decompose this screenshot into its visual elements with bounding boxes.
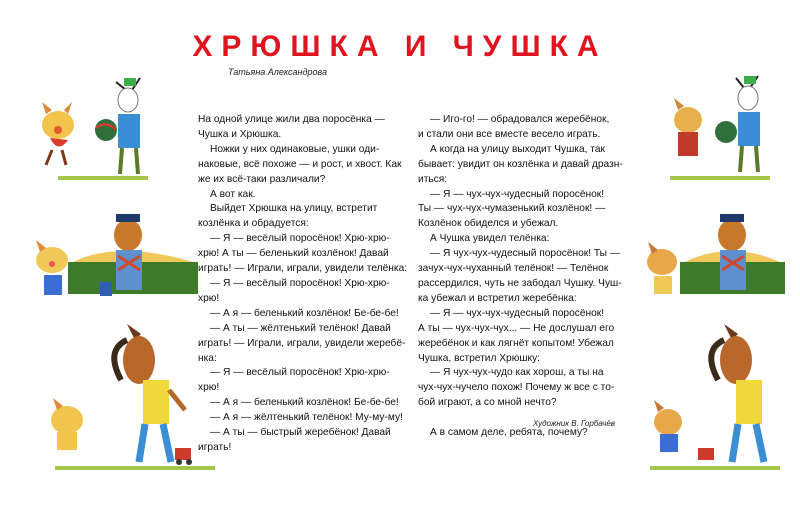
story-line: играть! — Играли, играли, увидели телёнка: xyxy=(198,263,408,275)
story-line: хрю! xyxy=(198,292,220,304)
story-line: А вот как. xyxy=(210,188,256,200)
foal-piglet-toy-right-illustration xyxy=(640,320,790,480)
story-line: Чушка, встретил Хрюшку: xyxy=(418,352,541,364)
story-line: хрю! А ты — беленький козлёнок! Давай xyxy=(198,248,389,260)
story-line: бывает: увидит он козлёнка и давай дразн- xyxy=(418,158,623,170)
story-line: На одной улице жили два поросёнка — xyxy=(198,114,385,125)
story-line: хрю! xyxy=(198,382,220,394)
story-line: А когда на улицу выходит Чушка, так xyxy=(430,143,605,155)
goat-sandbox-piglet-left-illustration xyxy=(28,200,198,310)
story-line: А в самом деле, ребята, почему? xyxy=(430,427,588,439)
story-line: — А ты — жёлтенький телёнок! Давай xyxy=(210,322,391,334)
artist-credit: Художник В. Горбачёв xyxy=(533,419,615,428)
story-line: — А я — жёлтенький телёнок! Му-му-му! xyxy=(210,412,403,424)
foal-piglet-toy-left-illustration xyxy=(35,320,225,480)
story-line: — А ты — быстрый жеребёнок! Давай xyxy=(210,427,391,439)
story-line: — Я чух-чух-чудо как хорош, а ты на xyxy=(430,367,604,379)
story-line: жеребёнок и как лягнёт копытом! Убежал xyxy=(418,337,614,349)
story-line: — А я — беленький козлёнок! Бе-бе-бе! xyxy=(210,397,399,409)
story-line: — Иго-го! — обрадовался жеребёнок, xyxy=(430,114,610,125)
story-line: ка убежал и встретил жеребёнка: xyxy=(418,292,577,304)
story-line: рассердился, чуть не забодал Чушку. Чуш- xyxy=(418,277,622,289)
story-line: — Я — весёлый поросёнок! Хрю-хрю- xyxy=(210,277,390,289)
story-line: — Я чух-чух-чудесный поросёнок! Ты — xyxy=(430,248,621,260)
story-line: играть! — Играли, играли, увидели жеребё- xyxy=(198,337,406,349)
story-line: А Чушка увидел телёнка: xyxy=(430,233,550,245)
story-line: — Я — чух-чух-чудесный поросёнок! xyxy=(430,307,605,319)
story-line: играть! xyxy=(198,441,232,453)
piglet-and-goat-ball-left-illustration xyxy=(28,70,163,195)
story-line: — Я — весёлый поросёнок! Хрю-хрю- xyxy=(210,233,390,245)
story-line: Ты — чух-чух-чумазенький козлёнок! — xyxy=(418,203,606,215)
story-line: Выйдет Хрюшка на улицу, встретит xyxy=(210,203,378,215)
story-line: же их всё-таки различали? xyxy=(198,173,326,185)
story-line: зачух-чух-чуханный телёнок! — Телёнок xyxy=(418,263,609,275)
story-line: — А я — беленький козлёнок! Бе-бе-бе! xyxy=(210,307,399,319)
story-line: — Я — чух-чух-чудесный поросёнок! xyxy=(430,188,605,200)
story-line: Чушка и Хрюшка. xyxy=(198,128,282,140)
story-line: Козлёнок обиделся и убежал. xyxy=(418,218,559,230)
story-line: нка: xyxy=(198,352,217,364)
author-name: Татьяна Александрова xyxy=(228,67,327,77)
story-line: Ножки у них одинаковые, ушки оди- xyxy=(210,143,380,155)
goat-sandbox-piglet-right-illustration xyxy=(640,200,790,310)
story-line: иться: xyxy=(418,173,448,185)
story-line: наковые, всё похоже — и рост, и хвост. Как xyxy=(198,158,402,170)
story-line: чух-чух-чучело похож! Почему ж все с то- xyxy=(418,382,615,394)
story-column-1 xyxy=(198,113,416,456)
story-line: бой играют, а со мной нечто? xyxy=(418,397,557,409)
piglet-and-goat-ball-right-illustration xyxy=(660,70,780,190)
story-column-2 xyxy=(418,113,623,441)
story-line: и стали они все вместе весело играть. xyxy=(418,128,601,140)
story-line: А ты — чух-чух-чух... — Не дослушал его xyxy=(418,322,615,334)
story-line: козлёнка и обрадуется: xyxy=(198,218,309,230)
page-title: ХРЮШКА И ЧУШКА xyxy=(192,30,608,63)
story-line: — Я — весёлый поросёнок! Хрю-хрю- xyxy=(210,367,390,379)
